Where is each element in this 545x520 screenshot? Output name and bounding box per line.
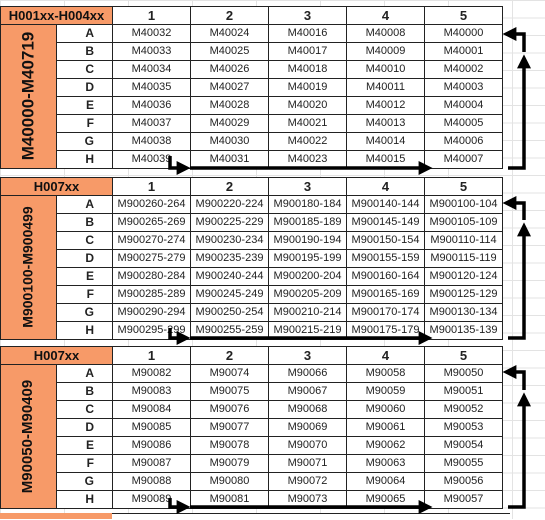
column-header-row — [1, 347, 503, 365]
column-header[interactable]: 2 — [191, 7, 269, 25]
table-cell[interactable]: M40027 — [191, 79, 269, 97]
column-header[interactable]: 5 — [425, 7, 503, 25]
table-cell[interactable]: M90087 — [113, 455, 191, 473]
table-cell[interactable]: M900295-299 — [113, 322, 191, 340]
table-cell[interactable]: M90072 — [269, 473, 347, 491]
row-header[interactable]: D — [57, 79, 113, 97]
column-header[interactable]: 4 — [347, 178, 425, 196]
column-header-row — [1, 178, 503, 196]
table-row — [1, 43, 503, 61]
table-cell[interactable]: M40004 — [425, 97, 503, 115]
block-corner-label[interactable]: H007xx — [1, 347, 113, 365]
arrow-return-top — [508, 203, 524, 220]
mapping-table — [0, 6, 503, 169]
table-cell[interactable]: M90084 — [113, 401, 191, 419]
table-cell[interactable]: M900150-154 — [347, 232, 425, 250]
column-header[interactable]: 5 — [425, 347, 503, 365]
arrow-hook-right — [508, 154, 524, 168]
table-cell[interactable]: M90068 — [269, 401, 347, 419]
row-header[interactable]: D — [57, 419, 113, 437]
row-header[interactable]: H — [57, 151, 113, 169]
table-cell[interactable]: M40012 — [347, 97, 425, 115]
arrow-return-top — [508, 34, 524, 52]
table-cell[interactable]: M90062 — [347, 437, 425, 455]
table-cell[interactable]: M900245-249 — [191, 286, 269, 304]
table-cell[interactable]: M900230-234 — [191, 232, 269, 250]
table-cell[interactable]: M40016 — [269, 25, 347, 43]
row-header[interactable]: G — [57, 133, 113, 151]
table-cell[interactable]: M90088 — [113, 473, 191, 491]
table-cell[interactable]: M40005 — [425, 115, 503, 133]
table-cell[interactable]: M900165-169 — [347, 286, 425, 304]
row-header[interactable]: E — [57, 97, 113, 115]
row-header[interactable]: A — [57, 25, 113, 43]
table-row — [1, 61, 503, 79]
column-header-row — [1, 7, 503, 25]
row-header[interactable]: C — [57, 401, 113, 419]
table-row — [1, 232, 503, 250]
table-cell[interactable]: M40033 — [113, 43, 191, 61]
table-cell[interactable]: M40029 — [191, 115, 269, 133]
row-header[interactable]: A — [57, 196, 113, 214]
table-row — [1, 383, 503, 401]
table-cell[interactable]: M900235-239 — [191, 250, 269, 268]
table-row — [1, 455, 503, 473]
table-cell[interactable]: M900180-184 — [269, 196, 347, 214]
block-side-label-cell[interactable] — [1, 196, 57, 340]
table-cell[interactable]: M900255-259 — [191, 322, 269, 340]
table-cell[interactable]: M90056 — [425, 473, 503, 491]
table-cell[interactable]: M40014 — [347, 133, 425, 151]
table-cell[interactable]: M90080 — [191, 473, 269, 491]
table-cell[interactable]: M90086 — [113, 437, 191, 455]
table-cell[interactable]: M40008 — [347, 25, 425, 43]
table-row — [1, 401, 503, 419]
row-header[interactable]: B — [57, 43, 113, 61]
row-header[interactable]: E — [57, 437, 113, 455]
table-cell[interactable]: M90079 — [191, 455, 269, 473]
table-cell[interactable]: M40025 — [191, 43, 269, 61]
table-cell[interactable]: M90066 — [269, 365, 347, 383]
table-cell[interactable]: M40039 — [113, 151, 191, 169]
table-cell[interactable]: M90063 — [347, 455, 425, 473]
block-corner-label[interactable]: H007xx — [1, 178, 113, 196]
table-cell[interactable]: M90059 — [347, 383, 425, 401]
table-cell[interactable]: M90077 — [191, 419, 269, 437]
block-corner-label[interactable]: H001xx-H004xx — [1, 7, 113, 25]
table-cell[interactable]: M40032 — [113, 25, 191, 43]
row-header[interactable]: H — [57, 491, 113, 509]
table-row — [1, 25, 503, 43]
table-cell[interactable]: M90064 — [347, 473, 425, 491]
table-cell[interactable]: M90057 — [425, 491, 503, 509]
table-cell[interactable]: M40036 — [113, 97, 191, 115]
table-cell[interactable]: M900155-159 — [347, 250, 425, 268]
table-cell[interactable]: M90085 — [113, 419, 191, 437]
table-cell[interactable]: M40013 — [347, 115, 425, 133]
table-cell[interactable]: M40030 — [191, 133, 269, 151]
table-cell[interactable]: M900135-139 — [425, 322, 503, 340]
table-cell[interactable]: M90051 — [425, 383, 503, 401]
table-cell[interactable]: M900105-109 — [425, 214, 503, 232]
table-cell[interactable]: M40009 — [347, 43, 425, 61]
row-header[interactable]: G — [57, 304, 113, 322]
table-cell[interactable]: M900140-144 — [347, 196, 425, 214]
row-header[interactable]: G — [57, 473, 113, 491]
block-side-label-text: M40000-M40719 — [18, 31, 37, 161]
table-cell[interactable]: M90065 — [347, 491, 425, 509]
row-header[interactable]: F — [57, 455, 113, 473]
table-cell[interactable]: M40006 — [425, 133, 503, 151]
table-cell[interactable]: M90074 — [191, 365, 269, 383]
table-cell[interactable]: M900280-284 — [113, 268, 191, 286]
table-row — [1, 268, 503, 286]
table-cell[interactable]: M900260-264 — [113, 196, 191, 214]
table-cell[interactable]: M40003 — [425, 79, 503, 97]
column-header[interactable]: 4 — [347, 7, 425, 25]
table-cell[interactable]: M900215-219 — [269, 322, 347, 340]
table-row — [1, 133, 503, 151]
block-side-label-cell[interactable] — [1, 25, 57, 169]
row-header[interactable]: C — [57, 61, 113, 79]
column-header[interactable]: 2 — [191, 347, 269, 365]
table-cell[interactable]: M900275-279 — [113, 250, 191, 268]
table-cell[interactable]: M40021 — [269, 115, 347, 133]
table-cell[interactable]: M40019 — [269, 79, 347, 97]
row-header[interactable]: B — [57, 383, 113, 401]
table-cell[interactable]: M90073 — [269, 491, 347, 509]
table-cell[interactable]: M90050 — [425, 365, 503, 383]
column-header[interactable]: 2 — [191, 178, 269, 196]
table-cell[interactable]: M900190-194 — [269, 232, 347, 250]
table-cell[interactable]: M900120-124 — [425, 268, 503, 286]
table-cell[interactable]: M90070 — [269, 437, 347, 455]
row-header[interactable]: F — [57, 115, 113, 133]
column-header[interactable]: 3 — [269, 7, 347, 25]
table-row — [1, 437, 503, 455]
block-side-label-cell[interactable] — [1, 365, 57, 509]
table-cell[interactable]: M90075 — [191, 383, 269, 401]
table-cell[interactable]: M40026 — [191, 61, 269, 79]
table-cell[interactable]: M900240-244 — [191, 268, 269, 286]
table-cell[interactable]: M90054 — [425, 437, 503, 455]
table-cell[interactable]: M40028 — [191, 97, 269, 115]
table-cell[interactable]: M40007 — [425, 151, 503, 169]
column-header[interactable]: 1 — [113, 178, 191, 196]
table-row — [1, 419, 503, 437]
table-cell[interactable]: M900250-254 — [191, 304, 269, 322]
arrow-return-top — [508, 372, 524, 390]
table-cell[interactable]: M90078 — [191, 437, 269, 455]
table-cell[interactable]: M900185-189 — [269, 214, 347, 232]
table-cell[interactable]: M900130-134 — [425, 304, 503, 322]
table-cell[interactable]: M90061 — [347, 419, 425, 437]
column-header[interactable]: 5 — [425, 178, 503, 196]
table-cell[interactable]: M40000 — [425, 25, 503, 43]
row-header[interactable]: E — [57, 268, 113, 286]
mapping-table — [0, 177, 503, 340]
table-cell[interactable]: M90067 — [269, 383, 347, 401]
row-header[interactable]: H — [57, 322, 113, 340]
table-row — [1, 79, 503, 97]
next-block-corner-peek — [0, 513, 112, 519]
table-cell[interactable]: M40017 — [269, 43, 347, 61]
table-cell[interactable]: M900100-104 — [425, 196, 503, 214]
table-cell[interactable]: M90058 — [347, 365, 425, 383]
table-cell[interactable]: M40002 — [425, 61, 503, 79]
table-cell[interactable]: M900175-179 — [347, 322, 425, 340]
table-cell[interactable]: M900160-164 — [347, 268, 425, 286]
table-row — [1, 286, 503, 304]
table-cell[interactable]: M90082 — [113, 365, 191, 383]
column-header[interactable]: 1 — [113, 7, 191, 25]
table-cell[interactable]: M900210-214 — [269, 304, 347, 322]
table-cell[interactable]: M90081 — [191, 491, 269, 509]
table-cell[interactable]: M40035 — [113, 79, 191, 97]
table-cell[interactable]: M90076 — [191, 401, 269, 419]
table-cell[interactable]: M40038 — [113, 133, 191, 151]
table-cell[interactable]: M40023 — [269, 151, 347, 169]
arrow-hook-right — [508, 322, 524, 338]
table-cell[interactable]: M900285-289 — [113, 286, 191, 304]
table-cell[interactable]: M40037 — [113, 115, 191, 133]
table-cell[interactable]: M40024 — [191, 25, 269, 43]
table-cell[interactable]: M40022 — [269, 133, 347, 151]
table-cell[interactable]: M90055 — [425, 455, 503, 473]
table-row — [1, 491, 503, 509]
table-cell[interactable]: M900205-209 — [269, 286, 347, 304]
table-row — [1, 196, 503, 214]
table-cell[interactable]: M40001 — [425, 43, 503, 61]
row-header[interactable]: D — [57, 250, 113, 268]
table-cell[interactable]: M900110-114 — [425, 232, 503, 250]
table-cell[interactable]: M40010 — [347, 61, 425, 79]
block-side-label-text: M900100-M900499 — [20, 206, 37, 328]
table-cell[interactable]: M90053 — [425, 419, 503, 437]
table-cell[interactable]: M90083 — [113, 383, 191, 401]
table-row — [1, 473, 503, 491]
row-header[interactable]: B — [57, 214, 113, 232]
mapping-table — [0, 346, 503, 509]
table-cell[interactable]: M900225-229 — [191, 214, 269, 232]
column-header[interactable]: 3 — [269, 347, 347, 365]
table-row — [1, 115, 503, 133]
column-header[interactable]: 1 — [113, 347, 191, 365]
table-cell[interactable]: M40015 — [347, 151, 425, 169]
table-cell[interactable]: M90069 — [269, 419, 347, 437]
table-cell[interactable]: M90089 — [113, 491, 191, 509]
row-header[interactable]: C — [57, 232, 113, 250]
table-cell[interactable]: M90052 — [425, 401, 503, 419]
table-cell[interactable]: M40020 — [269, 97, 347, 115]
table-cell[interactable]: M40031 — [191, 151, 269, 169]
table-row — [1, 322, 503, 340]
table-row — [1, 97, 503, 115]
table-row — [1, 250, 503, 268]
arrow-hook-right — [508, 491, 524, 507]
table-cell[interactable]: M40011 — [347, 79, 425, 97]
table-cell[interactable]: M900200-204 — [269, 268, 347, 286]
table-cell[interactable]: M900145-149 — [347, 214, 425, 232]
table-row — [1, 304, 503, 322]
table-cell[interactable]: M900265-269 — [113, 214, 191, 232]
column-header[interactable]: 4 — [347, 347, 425, 365]
table-row — [1, 214, 503, 232]
table-cell[interactable]: M900125-129 — [425, 286, 503, 304]
row-header[interactable]: A — [57, 365, 113, 383]
table-cell[interactable]: M90071 — [269, 455, 347, 473]
column-header[interactable]: 3 — [269, 178, 347, 196]
table-row — [1, 151, 503, 169]
table-cell[interactable]: M40018 — [269, 61, 347, 79]
table-cell[interactable]: M900220-224 — [191, 196, 269, 214]
table-cell[interactable]: M40034 — [113, 61, 191, 79]
table-row — [1, 365, 503, 383]
block-side-label-text: M90050-M90409 — [19, 379, 37, 493]
table-cell[interactable]: M900195-199 — [269, 250, 347, 268]
row-header[interactable]: F — [57, 286, 113, 304]
table-cell[interactable]: M900170-174 — [347, 304, 425, 322]
table-cell[interactable]: M900115-119 — [425, 250, 503, 268]
table-cell[interactable]: M900270-274 — [113, 232, 191, 250]
table-cell[interactable]: M90060 — [347, 401, 425, 419]
table-cell[interactable]: M900290-294 — [113, 304, 191, 322]
